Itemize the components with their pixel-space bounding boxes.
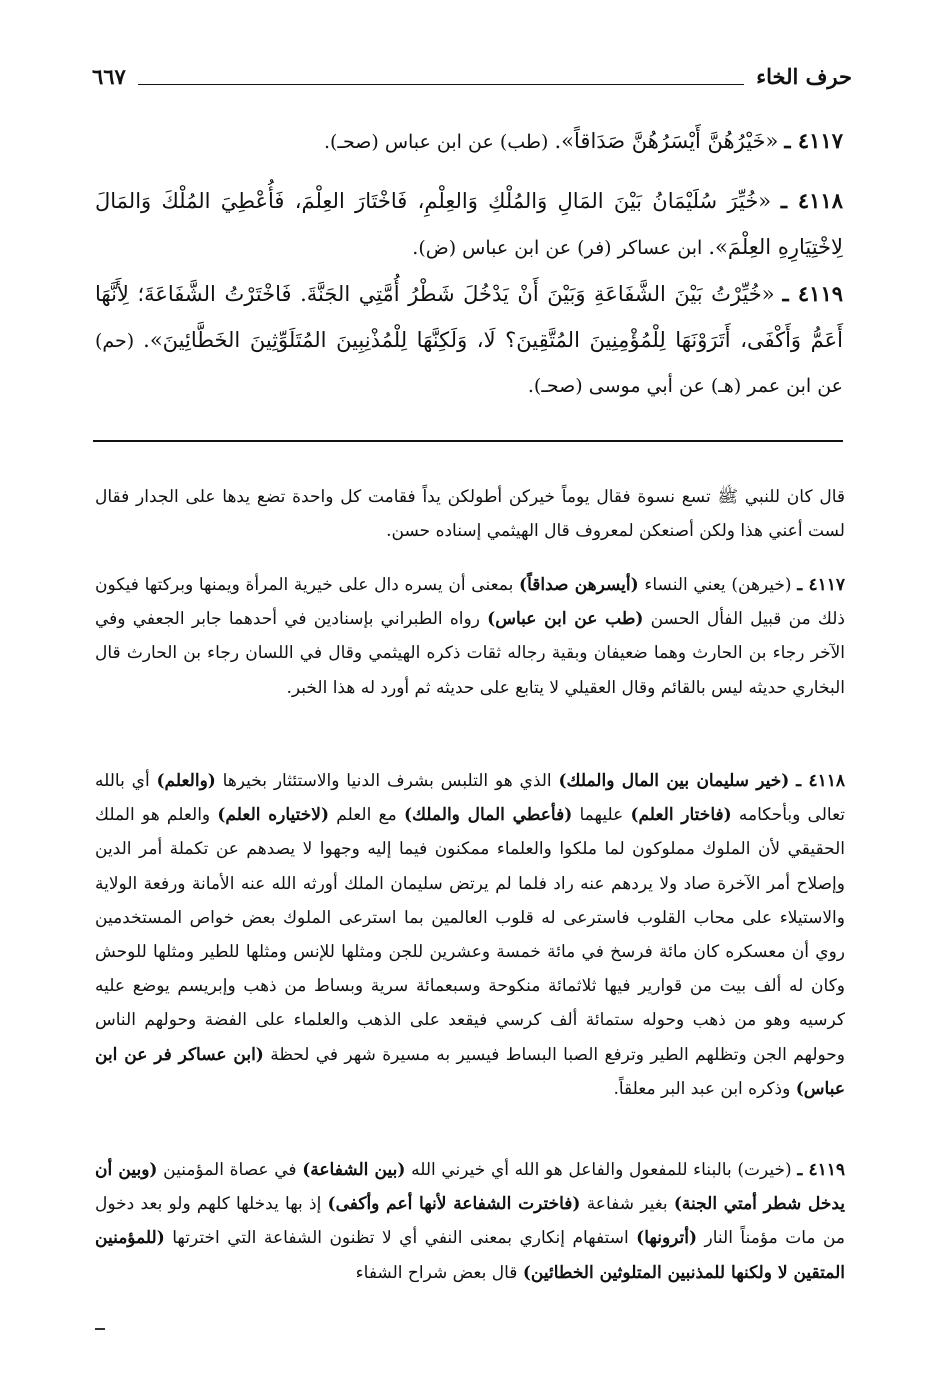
commentary-text: مع العلم — [336, 805, 397, 826]
commentary-number: ٤١١٨ ـ — [796, 771, 845, 791]
commentary-text: (خيرت) بالبناء للمفعول والفاعل هو الله أي خيرني الله — [411, 1160, 792, 1180]
hadith-source: ابن عساكر (فر) عن ابن عباس (ض). — [412, 237, 703, 259]
hadith-4119 — [95, 271, 843, 409]
commentary-quote: (فأعطي المال والملك) — [403, 805, 573, 826]
hadith-text: «خُيِّرَ سُلَيْمَانُ بَيْنَ المَالِ وَالمُلْكِ وَالعِلْمِ، فَاخْتَارَ العِلْمَ، فَأُعْطِيَ المُلْكَ وَالمَالَ لِاخْتِيَارِهِ العِلْمَ». — [95, 189, 843, 259]
commentary-quote: (طب عن ابن عباس) — [487, 609, 644, 630]
commentary-quote: (أترونها) — [636, 1228, 698, 1249]
footer-mark — [95, 1328, 105, 1330]
hadith-source: (طب) عن ابن عباس (صحـ). — [323, 131, 549, 153]
commentary-number: ٤١١٧ ـ — [797, 575, 845, 595]
section-divider — [93, 440, 843, 442]
page-header — [92, 58, 852, 94]
page-number: ٦٦٧ — [92, 63, 126, 89]
commentary-4118 — [95, 764, 845, 1106]
commentary-text: رواه الطبراني بإسنادين في أحدهما جابر الجعفي وفي الآخر رجاء بن الحارث وهما ضعيفان وبقية رجاله ثقات ذكره الهيثمي وقال في اللسان رجاء بن الحارث قال البخاري حديثه ليس بالقائم وقال العقيلي لا يتابع على حديثه ثم أورد له هذا الخبر. — [95, 609, 845, 698]
commentary-quote: (خير سليمان بين المال والملك) — [558, 771, 790, 791]
commentary-text: وذكره ابن عبد البر معلقاً. — [613, 1078, 791, 1099]
hadith-4117 — [95, 118, 843, 165]
hadith-number: ٤١١٩ ـ — [782, 281, 844, 306]
commentary-text: قال بعض شراح الشفاء — [355, 1262, 518, 1283]
chapter-title: حرف الخاء — [756, 63, 852, 89]
commentary-text: إذ بها يدخلها كلهم ولو بعد دخول من مات مؤمناً النار — [95, 1194, 845, 1249]
commentary-quote: (لاختياره العلم) — [217, 805, 330, 826]
hadith-4118 — [95, 178, 843, 271]
commentary-text: أي بالله تعالى وبأحكامه — [95, 771, 846, 826]
commentary-number: ٤١١٩ ـ — [797, 1160, 846, 1180]
hadith-text: «خُيِّرْتُ بَيْنَ الشَّفَاعَةِ وَبَيْنَ أَنْ يَدْخُلَ شَطْرُ أُمَّتِي الجَنَّةَ. فَاخْتَرْتُ الشَّفَاعَةَ؛ لِأَنَّهَا أَعَمُّ وَأَكْفَى، أَتَرَوْنَهَا لِلْمُؤْمِنِينَ المُتَّقِينَ؟ لَا، وَلَكِنَّهَا لِلْمُذْنِبِينَ المُتَلَوِّثِينَ الخَطَّائِينَ». — [95, 282, 843, 352]
hadith-number: ٤١١٨ ـ — [780, 188, 843, 213]
commentary-quote: (والعلم) — [156, 771, 216, 791]
commentary-quote: (ابن عساكر فر عن ابن عباس) — [95, 1044, 845, 1099]
commentary-intro: قال كان للنبي ﷺ تسع نسوة فقال يوماً خيركن أطولكن يداً فقامت كل واحدة تضع يدها على الجدار فقال لست أعني هذا ولكن أصنعكن لمعروف قال الهيثمي إسناده حسن. — [95, 487, 845, 542]
commentary-text: في عصاة المؤمنين — [163, 1160, 297, 1180]
commentary-text: (خيرهن) يعني النساء — [644, 575, 792, 595]
hadith-text: «خَيْرُهُنَّ أَيْسَرُهُنَّ صَدَاقاً». — [554, 129, 779, 153]
hadith-number: ٤١١٧ ـ — [784, 128, 843, 153]
commentary-text: بمعنى أن يسره دال على خيرية المرأة ويمنها وبركتها فيكون ذلك من قبيل الفأل الحسن — [95, 575, 845, 630]
commentary-text: استفهام إنكاري بمعنى النفي أي لا تظنون الشفاعة التي اخترتها — [172, 1228, 629, 1249]
commentary-text: بغير شفاعة — [586, 1194, 668, 1215]
commentary-text: والعلم هو الملك الحقيقي لأن الملوك مملوكون لما ملكوا والعلماء ممكنون فيما إليه وجهوا لا يصدهم عن تكملة أمر الدين وإصلاح أمر الآخرة صاد ولا يردهم عنه راد فلما لم يرتض سليمان الملك أورثه الله عنه الأمانة ورفعة الولاية والاستيلاء على محاب القلوب فاسترعى له قلوب العالمين بما استرعى الملوك بعض خواص المستخدمين روي أن معسكره كان مائة فرسخ في مائة خمسة وعشرين للجن ومثلها للإنس ومثلها للطير ومثلها للوحش وكان له ألف بيت من قوارير فيها ثلاثمائة منكوحة وسبعمائة سرية وبساط من ذهب وإبريسم يوضع عليه كرسيه وهو من ذهب وحوله ستمائة ألف كرسي فيقعد على الذهب والعلماء على الفضة وحولهم الناس وحولهم الجن وتظلهم الطير وترفع الصبا البساط فيسير به مسيرة شهر في لحظة — [95, 805, 846, 1065]
commentary-4117 — [95, 568, 845, 705]
commentary-quote: (وبين أن يدخل شطر أمتي الجنة) — [95, 1160, 845, 1215]
commentary-4119 — [95, 1153, 845, 1290]
header-rule — [138, 84, 744, 85]
commentary-quote: (للمؤمنين المتقين لا ولكنها للمذنبين المتلوثين الخطائين) — [95, 1228, 845, 1283]
commentary-text: الذي هو التلبس بشرف الدنيا والاستئثار بخيرها — [222, 771, 552, 791]
commentary-quote: (بين الشفاعة) — [302, 1160, 406, 1180]
commentary-text: عليهما — [579, 805, 624, 826]
commentary-quote: (فاختار العلم) — [630, 805, 732, 826]
commentary-quote: (أيسرهن صداقاً) — [519, 575, 639, 595]
commentary-quote: (فاخترت الشفاعة لأنها أعم وأكفى) — [327, 1194, 581, 1215]
hadith-source: (حم) عن ابن عمر (هـ) عن أبي موسى (صحـ). — [95, 330, 843, 397]
